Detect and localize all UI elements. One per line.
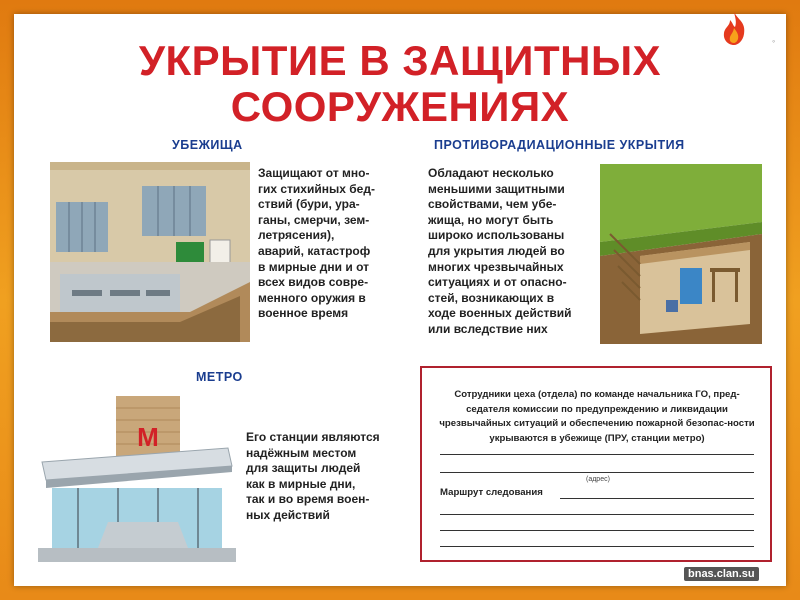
address-label: (адрес): [586, 476, 610, 483]
metro-text-line: так и во время воен-: [246, 492, 370, 507]
metro-text-line: ных действий: [246, 507, 330, 522]
antirad-shelter-illustration: [600, 164, 762, 344]
shelters-heading: УБЕЖИЩА: [172, 138, 243, 152]
antirad-text-line: для укрытия людей во: [428, 243, 565, 258]
metro-text-line: для защиты людей: [246, 461, 361, 476]
shelters-text-line: менного оружия в: [258, 290, 366, 305]
poster: [14, 14, 786, 586]
shelter-assignment-form: [420, 366, 772, 562]
shelters-text-line: гих стихийных бед-: [258, 181, 375, 196]
route-line[interactable]: [440, 530, 754, 531]
antirad-text-line: ситуациях и от опасно-: [428, 275, 567, 290]
form-instructions: Сотрудники цеха (отдела) по команде начальника ГО, пред-седателя комиссии по предупреждению и ликвидации чрезвычайных ситуаций и обеспечению пожарной безопас-ности укрываются в убежище (ПРУ, станции метро): [439, 389, 755, 444]
antirad-text-line: многих чрезвычайных: [428, 259, 564, 274]
shelters-text-line: ствий (бури, ура-: [258, 197, 360, 212]
route-line[interactable]: [560, 498, 754, 499]
metro-text: [246, 430, 416, 524]
shelters-text: [258, 166, 418, 322]
antirad-text-line: свойствами, чем убе-: [428, 197, 557, 212]
shelters-text-line: аварий, катастроф: [258, 243, 371, 258]
metro-text-line: Его станции являются: [246, 430, 380, 444]
page-title-line-1: УКРЫТИЕ В ЗАЩИТНЫХ: [138, 37, 662, 84]
shelters-text-line: Защищают от мно-: [258, 166, 370, 180]
watermark: bnas.clan.su: [684, 567, 759, 581]
antirad-text-line: меньшими защитными: [428, 181, 565, 196]
page-title-line-2: СООРУЖЕНИЯХ: [230, 83, 570, 130]
antirad-text-line: ходе военных действий: [428, 306, 572, 321]
antirad-heading: ПРОТИВОРАДИАЦИОННЫЕ УКРЫТИЯ: [434, 138, 685, 152]
route-label: Маршрут следования: [440, 487, 543, 498]
route-line[interactable]: [440, 546, 754, 547]
shelter-building-illustration: [50, 162, 250, 342]
antirad-text-line: жища, но могут быть: [428, 212, 554, 227]
metro-text-line: как в мирные дни,: [246, 476, 356, 491]
metro-sign: М: [137, 422, 159, 452]
shelters-text-line: военное время: [258, 306, 349, 321]
form-line[interactable]: [440, 454, 754, 455]
route-line[interactable]: [440, 514, 754, 515]
metro-entrance-illustration: [38, 392, 236, 562]
antirad-text-line: стей, возникающих в: [428, 290, 555, 305]
shelters-text-line: в мирные дни и от: [258, 259, 369, 274]
metro-heading: МЕТРО: [196, 370, 243, 384]
decorative-dot: ◦: [772, 36, 776, 46]
address-line[interactable]: [440, 472, 754, 473]
antirad-text: [428, 166, 608, 338]
antirad-text-line: широко использованы: [428, 228, 565, 243]
antirad-text-line: Обладают несколько: [428, 166, 554, 180]
antirad-text-line: или вследствие них: [428, 321, 548, 336]
metro-text-line: надёжным местом: [246, 445, 357, 460]
shelters-text-line: летрясения),: [258, 228, 335, 243]
shelters-text-line: всех видов совре-: [258, 275, 369, 290]
shelters-text-line: ганы, смерчи, зем-: [258, 212, 370, 227]
